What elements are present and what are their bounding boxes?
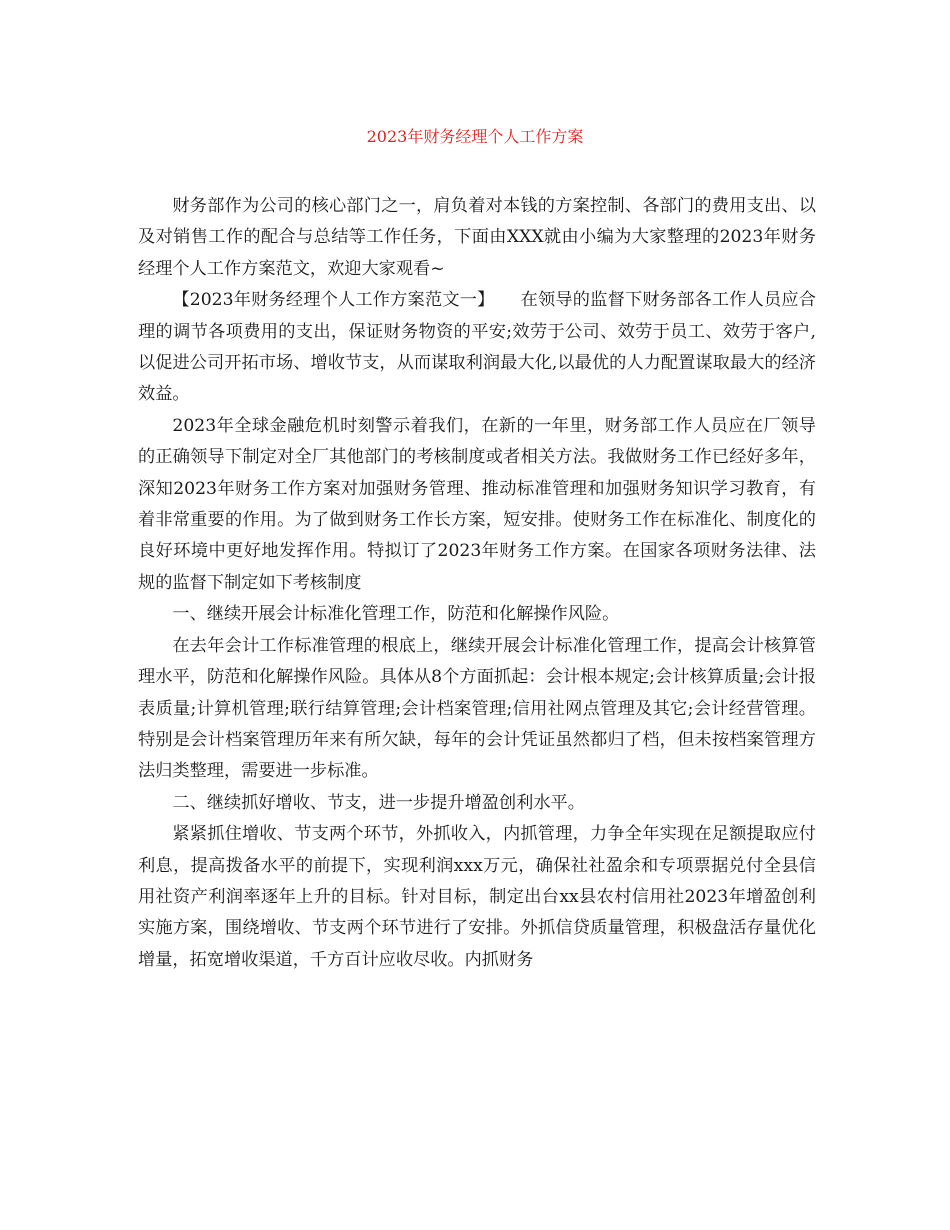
document-body (138, 191, 816, 976)
paragraph-background: 2023年全球金融危机时刻警示着我们，在新的一年里，财务部工作人员应在厂领导的正确领导下制定对全厂其他部门的考核制度或者相关方法。我做财务工作已经好多年，深知2023年财务工作方案对加强财务管理、推动标准管理和加强财务知识学习教育，有着非常重要的作用。为了做到财务工作长方案，短安排。使财务工作在标准化、制度化的良好环境中更好地发挥作用。特拟订了2023年财务工作方案。在国家各项财务法律、法规的监督下制定如下考核制度 (138, 415, 816, 593)
document-title: 2023年财务经理个人工作方案 (366, 127, 584, 146)
paragraph-section-2: 紧紧抓住增收、节支两个环节，外抓收入，内抓管理，力争全年实现在足额提取应付利息，提高拨备水平的前提下，实现利润xxx万元，确保社社盈余和专项票据兑付全县信用社资产利润率逐年上升的目标。针对目标，制定出台xx县农村信用社2023年增盈创利实施方案，围绕增收、节支两个环节进行了安排。外抓信贷质量管理，积极盘活存量优化增量，拓宽增收渠道，千方百计应收尽收。内抓财务 (138, 824, 816, 970)
paragraph-section-1: 在去年会计工作标准管理的根底上，继续开展会计标准化管理工作，提高会计核算管理水平，防范和化解操作风险。具体从8个方面抓起：会计根本规定;会计核算质量;会计报表质量;计算机管理;联行结算管理;会计档案管理;信用社网点管理及其它;会计经营管理。特别是会计档案管理历年来有所欠缺，每年的会计凭证虽然都归了档，但未按档案管理方法归类整理，需要进一步标准。 (138, 635, 816, 782)
section-heading-1: 一、继续开展会计标准化管理工作，防范和化解操作风险。 (172, 604, 620, 625)
paragraph-sample-one: 【2023年财务经理个人工作方案范文一】 在领导的监督下财务部各工作人员应合理的调节各项费用的支出，保证财务物资的平安;效劳于公司、效劳于员工、效劳于客户,以促进公司开拓市场、增收节支，从而谋取利润最大化,以最优的人力配置谋取最大的经济效益。 (138, 290, 816, 405)
section-heading-2: 二、继续抓好增收、节支，进一步提升增盈创利水平。 (172, 792, 585, 813)
paragraph-intro: 财务部作为公司的核心部门之一，肩负着对本钱的方案控制、各部门的费用支出、以及对销售工作的配合与总结等工作任务，下面由XXX就由小编为大家整理的2023年财务经理个人工作方案范文，欢迎大家观看~ (138, 196, 816, 279)
